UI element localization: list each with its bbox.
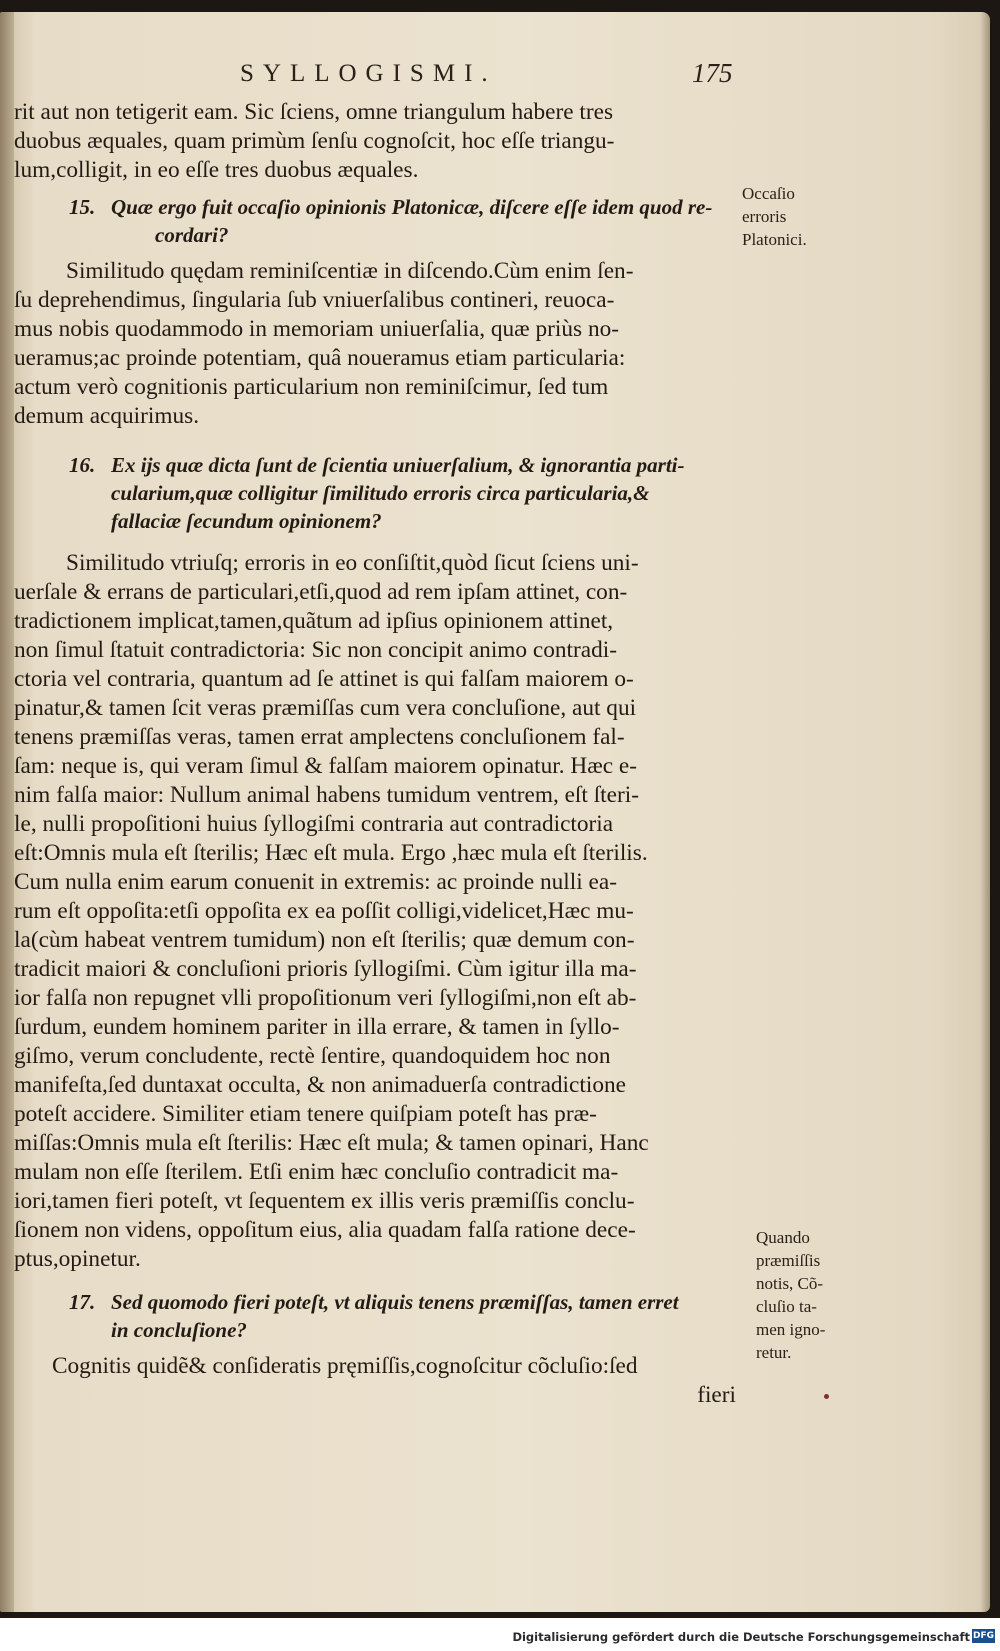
text-line: poteſt accidere. Similiter etiam tenere quiſpiam poteſt has præ- — [14, 1101, 597, 1127]
text-line: pinatur,& tamen ſcit veras præmiſſas cum vera concluſione, aut qui — [14, 695, 637, 721]
text-line: ueramus;ac proinde potentiam, quâ noueramus etiam particularia: — [14, 345, 626, 371]
text-line: demum acquirimus. — [14, 403, 200, 429]
text-line: eſt:Omnis mula eſt ſterilis; Hæc eſt mula. Ergo ,hæc mula eſt ſterilis. — [14, 840, 648, 866]
question-text: Quæ ergo fuit occaſio opinionis Platonicæ, diſcere eſſe idem quod re- — [111, 195, 713, 219]
text-line: ior falſa non repugnet vlli propoſitionum veri ſyllogiſmi,non eſt ab- — [14, 985, 637, 1011]
text-line: tradicit maiori & concluſioni prioris ſyllogiſmi. Cùm igitur illa ma- — [14, 956, 637, 982]
text-line: actum verò cognitionis particularium non reminiſcimur, ſed tum — [14, 374, 609, 400]
text-line: duobus æquales, quam primùm ſenſu cognoſcit, hoc eſſe triangu- — [14, 128, 615, 154]
text-line: tenens præmiſſas veras, tamen errat amplectens concluſionem fal- — [14, 724, 625, 750]
main-text — [14, 98, 736, 1410]
question-line: cularium,quæ colligitur ſimilitudo erroris circa particularia,& — [111, 481, 650, 505]
text-line: miſſas:Omnis mula eſt ſterilis: Hæc eſt mula; & tamen opinari, Hanc — [14, 1130, 649, 1156]
text-line: tradictionem implicat,tamen,quãtum ad ipſius opinionem attinet, — [14, 608, 614, 634]
marginal-line: præmiſſis — [756, 1251, 821, 1270]
question-15 — [14, 193, 736, 249]
book-page — [0, 12, 990, 1612]
dfg-logo: DFG — [972, 1631, 994, 1641]
text-line: lum,colligit, in eo eſſe tres duobus æquales. — [14, 157, 419, 183]
text-line: non ſimul ſtatuit contradictoria: Sic non concipit animo contradi- — [14, 637, 617, 663]
marginal-line: retur. — [756, 1343, 792, 1362]
text-line: ctoria vel contraria, quantum ad ſe attinet is qui falſam maiorem o- — [14, 666, 634, 692]
marginal-line: Occaſio — [742, 184, 795, 203]
marginal-line: Platonici. — [742, 230, 807, 249]
marginal-line: cluſio ta- — [756, 1297, 817, 1316]
text-line: mus nobis quodammodo in memoriam uniuerſalia, quæ priùs no- — [14, 316, 620, 342]
question-line — [14, 193, 736, 221]
question-line — [14, 1288, 736, 1316]
question-number: 17. — [69, 1290, 96, 1314]
text-line: giſmo, verum concludente, rectè ſentire, quandoquidem hoc non — [14, 1043, 611, 1069]
question-17 — [14, 1288, 736, 1344]
paragraph-continuation — [14, 98, 736, 185]
text-line: mulam non eſſe ſterilem. Etſi enim hæc concluſio contradicit ma- — [14, 1159, 619, 1185]
question-16 — [14, 451, 736, 535]
text-line: ptus,opinetur. — [14, 1246, 141, 1272]
text-line: la(cùm habeat ventrem tumidum) non eſt ſterilis; quæ demum con- — [14, 927, 635, 953]
answer-16 — [14, 549, 736, 1274]
page-number: 175 — [692, 58, 733, 88]
text-line: Similitudo quędam reminiſcentiæ in diſcendo.Cùm enim ſen- — [66, 258, 634, 284]
marginal-line: men igno- — [756, 1320, 826, 1339]
marginal-line: erroris — [742, 207, 787, 226]
question-number: 16. — [69, 453, 96, 477]
text-line: ſam: neque is, qui veram ſimul & falſam maiorem opinatur. Hæc e- — [14, 753, 638, 779]
text-line: le, nulli propoſitioni huius ſyllogiſmi contraria aut contradictoria — [14, 811, 614, 837]
running-header — [0, 54, 990, 94]
text-line: Cum nulla enim earum conuenit in extremis: ac proinde nulli ea- — [14, 869, 617, 895]
question-line: cordari? — [155, 223, 229, 247]
answer-17 — [14, 1352, 736, 1410]
question-line: fallaciæ ſecundum opinionem? — [111, 509, 382, 533]
question-number: 15. — [69, 195, 96, 219]
text-line: rum eſt oppoſita:etſi oppoſita ex ea poſſit colligi,videlicet,Hæc mu- — [14, 898, 634, 924]
marginal-note-2 — [756, 1226, 825, 1364]
text-line: ſionem non videns, oppoſitum eius, alia quadam falſa ratione dece- — [14, 1217, 636, 1243]
page-gutter — [0, 12, 14, 1612]
digitization-footer — [0, 1618, 1000, 1651]
text-line: iori,tamen fieri poteſt, vt ſequentem ex illis veris præmiſſis conclu- — [14, 1188, 635, 1214]
marginal-line: Quando — [756, 1228, 810, 1247]
text-line: manifeſta,ſed duntaxat occulta, & non animaduerſa contradictione — [14, 1072, 626, 1098]
text-line: Cognitis quidẽ& conſideratis pręmiſſis,cognoſcitur cõcluſio:ſed — [52, 1353, 638, 1379]
catchword: fieri — [697, 1382, 736, 1408]
funding-credit: Digitalisierung gefördert durch die Deutsche Forschungsgemeinschaft — [512, 1630, 970, 1644]
page-edge-shadow — [980, 12, 990, 1612]
running-title: SYLLOGISMI. — [240, 60, 497, 87]
text-line: Similitudo vtriuſq; erroris in eo conſiſtit,quòd ſicut ſciens uni- — [66, 550, 639, 576]
question-text: Sed quomodo fieri poteſt, vt aliquis tenens præmiſſas, tamen erret — [111, 1290, 679, 1314]
marginal-note-1 — [742, 182, 807, 251]
question-text: Ex ijs quæ dicta ſunt de ſcientia uniuerſalium, & ignorantia parti- — [111, 453, 685, 477]
text-line: uerſale & errans de particulari,etſi,quod ad rem ipſam attinet, con- — [14, 579, 628, 605]
ink-spot — [824, 1394, 829, 1399]
text-line: ſurdum, eundem hominem pariter in illa errare, & tamen in ſyllo- — [14, 1014, 620, 1040]
question-line — [14, 451, 736, 479]
text-line: rit aut non tetigerit eam. Sic ſciens, omne triangulum habere tres — [14, 99, 614, 125]
answer-15 — [14, 257, 736, 431]
question-line: in concluſione? — [111, 1318, 247, 1342]
text-line: ſu deprehendimus, ſingularia ſub vniuerſalibus contineri, reuoca- — [14, 287, 615, 313]
text-line: nim falſa maior: Nullum animal habens tumidum ventrem, eſt ſteri- — [14, 782, 639, 808]
marginal-line: notis, Cõ- — [756, 1274, 824, 1293]
